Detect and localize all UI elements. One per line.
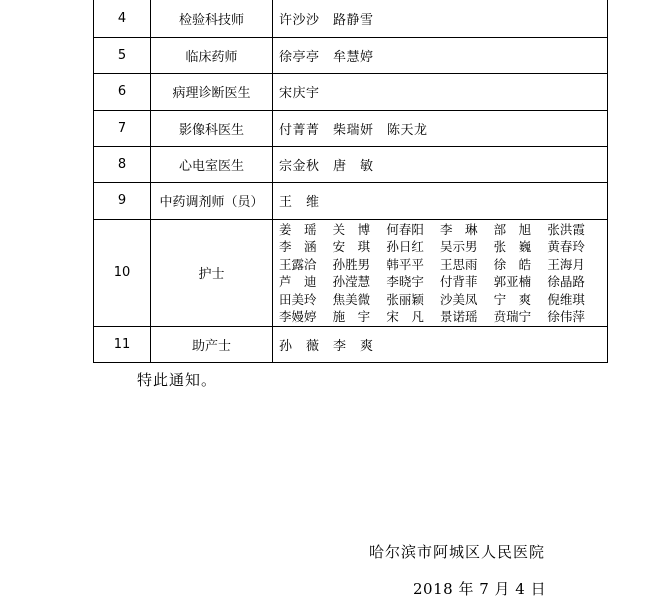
staff-names: 宋庆宇 bbox=[279, 86, 320, 101]
staff-name: 王思雨 bbox=[440, 256, 478, 272]
nurse-names-grid bbox=[279, 220, 607, 326]
job-title: 中药调剂师（员） bbox=[151, 182, 273, 219]
staff-name: 部 旭 bbox=[493, 221, 532, 237]
staff-name: 姜 瑶 bbox=[279, 221, 317, 237]
row-number: 9 bbox=[94, 182, 151, 219]
staff-table bbox=[93, 0, 608, 363]
organization-name: 哈尔滨市阿城区人民医院 bbox=[369, 543, 546, 561]
table-row bbox=[94, 37, 608, 73]
staff-name: 景诺瑶 bbox=[440, 309, 478, 324]
staff-names: 徐亭亭 牟慧婷 bbox=[279, 49, 374, 65]
job-title: 病理诊断医生 bbox=[151, 73, 273, 110]
staff-name: 徐 皓 bbox=[493, 256, 532, 272]
staff-name: 田美玲 bbox=[279, 291, 317, 307]
staff-name: 孙滢慧 bbox=[332, 274, 371, 289]
row-number: 8 bbox=[94, 146, 151, 182]
job-title: 检验科技师 bbox=[151, 0, 273, 37]
job-title: 影像科医生 bbox=[151, 110, 273, 146]
staff-name: 宁 爽 bbox=[493, 291, 532, 307]
staff-name: 孙胜男 bbox=[332, 256, 371, 272]
staff-name: 徐晶路 bbox=[547, 274, 585, 289]
table-row bbox=[94, 219, 608, 326]
staff-name: 李晓宇 bbox=[386, 274, 424, 289]
staff-names: 王 维 bbox=[279, 195, 320, 210]
table-row bbox=[94, 182, 608, 219]
staff-name: 李 琳 bbox=[440, 221, 478, 237]
staff-name: 付背菲 bbox=[440, 274, 478, 289]
staff-name: 徐伟萍 bbox=[547, 309, 585, 324]
staff-name: 王露洽 bbox=[279, 256, 317, 272]
row-number: 6 bbox=[94, 73, 151, 110]
table-row bbox=[94, 110, 608, 146]
job-title: 助产士 bbox=[151, 326, 273, 362]
table-row bbox=[94, 0, 608, 37]
staff-name: 王海月 bbox=[547, 256, 585, 272]
staff-name: 宋 凡 bbox=[386, 309, 424, 324]
staff-name: 倪维琪 bbox=[547, 291, 585, 307]
job-title: 临床药师 bbox=[151, 37, 273, 73]
staff-names: 付菁菁 柴瑞妍 陈天龙 bbox=[279, 122, 428, 138]
staff-names: 孙 薇 李 爽 bbox=[279, 338, 374, 354]
staff-name: 芦 迪 bbox=[279, 274, 317, 289]
staff-name: 郭亚楠 bbox=[493, 274, 532, 289]
staff-name: 焦美微 bbox=[332, 291, 371, 307]
staff-name: 吴示男 bbox=[440, 239, 478, 254]
staff-name: 孙日红 bbox=[386, 239, 424, 254]
staff-name: 贲瑞宁 bbox=[493, 309, 532, 324]
staff-name: 何春阳 bbox=[386, 221, 424, 237]
staff-name: 黄春玲 bbox=[547, 239, 585, 254]
staff-name: 张丽颖 bbox=[386, 291, 424, 307]
staff-name: 张洪霞 bbox=[547, 221, 585, 237]
job-title: 护士 bbox=[151, 219, 273, 326]
job-title: 心电室医生 bbox=[151, 146, 273, 182]
staff-name: 张 巍 bbox=[493, 239, 532, 254]
document-date: 2018 年 7 月 4 日 bbox=[413, 580, 547, 598]
staff-name: 施 宇 bbox=[332, 309, 371, 324]
row-number: 4 bbox=[94, 0, 151, 37]
staff-name: 韩平平 bbox=[386, 256, 424, 272]
table-row bbox=[94, 146, 608, 182]
row-number: 5 bbox=[94, 37, 151, 73]
staff-name: 沙美凤 bbox=[440, 291, 478, 307]
row-number: 11 bbox=[94, 326, 151, 362]
staff-name: 关 博 bbox=[332, 221, 371, 237]
staff-names: 宗金秋 唐 敏 bbox=[279, 158, 374, 174]
table-row bbox=[94, 326, 608, 362]
staff-name: 李嫚婷 bbox=[279, 309, 317, 324]
table-row bbox=[94, 73, 608, 110]
staff-names: 许沙沙 路静雪 bbox=[279, 12, 374, 28]
notice-text: 特此通知。 bbox=[137, 371, 218, 389]
staff-name: 安 琪 bbox=[332, 239, 371, 254]
row-number: 10 bbox=[94, 219, 151, 326]
row-number: 7 bbox=[94, 110, 151, 146]
staff-name: 李 涵 bbox=[279, 239, 317, 254]
